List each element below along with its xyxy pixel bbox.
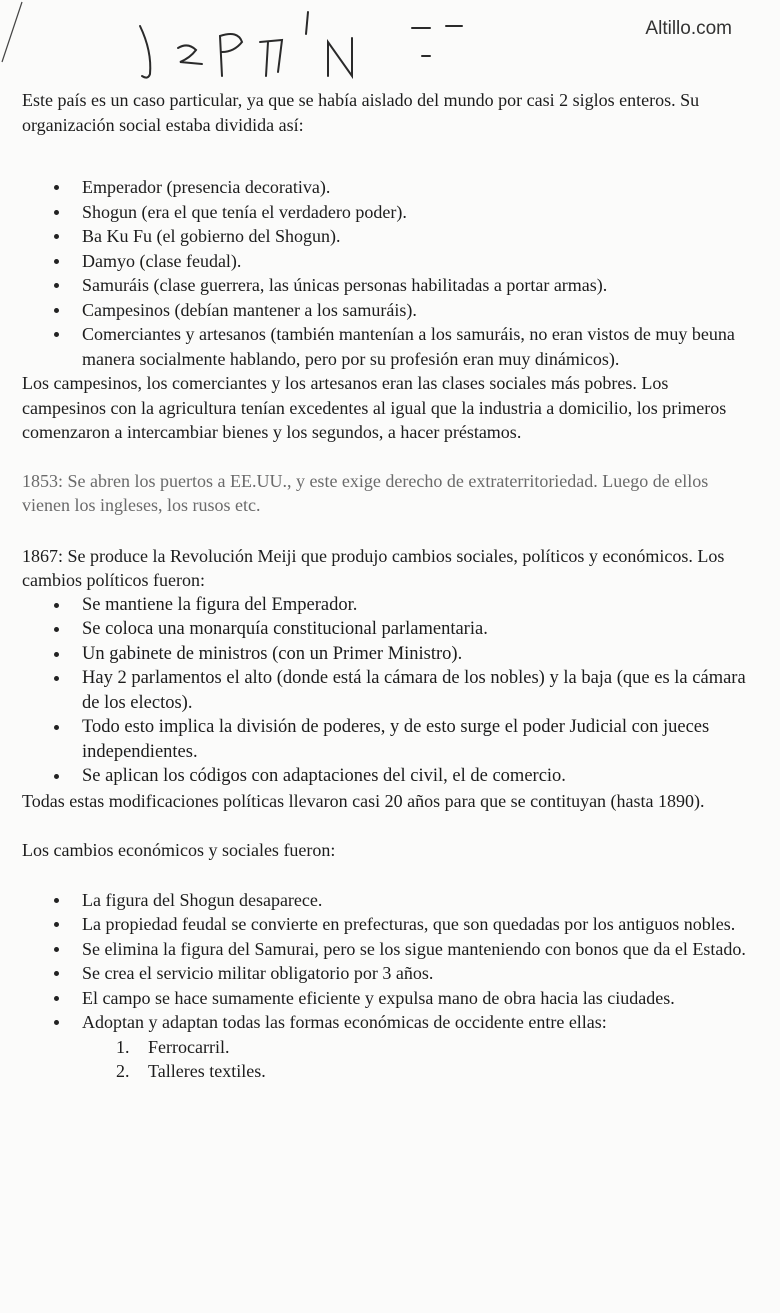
social-classes-paragraph: Los campesinos, los comerciantes y los artesanos eran las clases sociales más pobres. Los campesinos con la agricultura tenían excedentes al igual que la industria a domicilio, los primeros comenzaron a intercambiar bienes y los segundos, a hacer préstamos. [22, 373, 727, 442]
list-item: La figura del Shogun desaparece. [82, 888, 752, 913]
document-body [22, 88, 752, 1084]
political-changes-list [22, 593, 752, 789]
economic-changes-list [22, 888, 752, 1035]
western-forms-list [22, 1035, 752, 1084]
list-item: Samuráis (clase guerrera, las únicas personas habilitadas a portar armas). [82, 273, 752, 298]
item-number: 2. [116, 1061, 130, 1081]
list-item: El campo se hace sumamente eficiente y expulsa mano de obra hacia las ciudades. [82, 986, 752, 1011]
item-number: 1. [116, 1036, 130, 1057]
social-classes-list [22, 175, 752, 371]
item-text: Ferrocarril. [148, 1036, 230, 1057]
item-text: Talleres textiles. [148, 1061, 266, 1081]
list-item: Un gabinete de ministros (con un Primer Ministro). [82, 642, 752, 667]
list-item: Se elimina la figura del Samurai, pero se los sigue manteniendo con bonos que da el Estado. [82, 937, 752, 962]
numbered-item [116, 1035, 752, 1060]
list-item: Emperador (presencia decorativa). [82, 175, 752, 200]
list-item: Damyo (clase feudal). [82, 249, 752, 274]
pen-stroke-mark [0, 0, 40, 70]
list-item: Todo esto implica la división de poderes, y de esto surge el poder Judicial con jueces independientes. [82, 715, 752, 764]
list-item: Hay 2 parlamentos el alto (donde está la cámara de los nobles) y la baja (que es la cámara de los electos). [82, 666, 752, 715]
watermark-altillo: Altillo.com [645, 18, 732, 39]
list-item: Ba Ku Fu (el gobierno del Shogun). [82, 224, 752, 249]
numbered-item [116, 1059, 752, 1084]
list-item: Shogun (era el que tenía el verdadero poder). [82, 200, 752, 225]
modifications-paragraph: Todas estas modificaciones políticas llevaron casi 20 años para que se contituyan (hasta 1890). [22, 790, 705, 811]
handwritten-title [130, 6, 490, 86]
list-item: Se mantiene la figura del Emperador. [82, 593, 752, 618]
list-item: Adoptan y adaptan todas las formas económicas de occidente entre ellas: [82, 1010, 752, 1035]
list-item: Se aplican los códigos con adaptaciones del civil, el de comercio. [82, 764, 752, 789]
paragraph-1853: 1853: Se abren los puertos a EE.UU., y este exige derecho de extraterritoriedad. Luego de ellos vienen los ingleses, los rusos etc. [22, 470, 709, 515]
list-item: Se crea el servicio militar obligatorio por 3 años. [82, 961, 752, 986]
intro-paragraph: Este país es un caso particular, ya que se había aislado del mundo por casi 2 siglos enteros. Su organización social estaba dividida así: [22, 90, 700, 135]
list-item: Campesinos (debían mantener a los samuráis). [82, 298, 752, 323]
list-item: La propiedad feudal se convierte en prefecturas, que son quedadas por los antiguos nobles. [82, 912, 752, 937]
list-item: Comerciantes y artesanos (también mantenían a los samuráis, no eran vistos de muy beuna manera socialmente hablando, pero por su profesión eran muy dinámicos). [82, 322, 752, 371]
list-item: Se coloca una monarquía constitucional parlamentaria. [82, 617, 752, 642]
economic-intro-paragraph: Los cambios económicos y sociales fueron: [22, 840, 336, 860]
paragraph-1867: 1867: Se produce la Revolución Meiji que produjo cambios sociales, políticos y económicos. Los cambios políticos fueron: [22, 545, 725, 590]
